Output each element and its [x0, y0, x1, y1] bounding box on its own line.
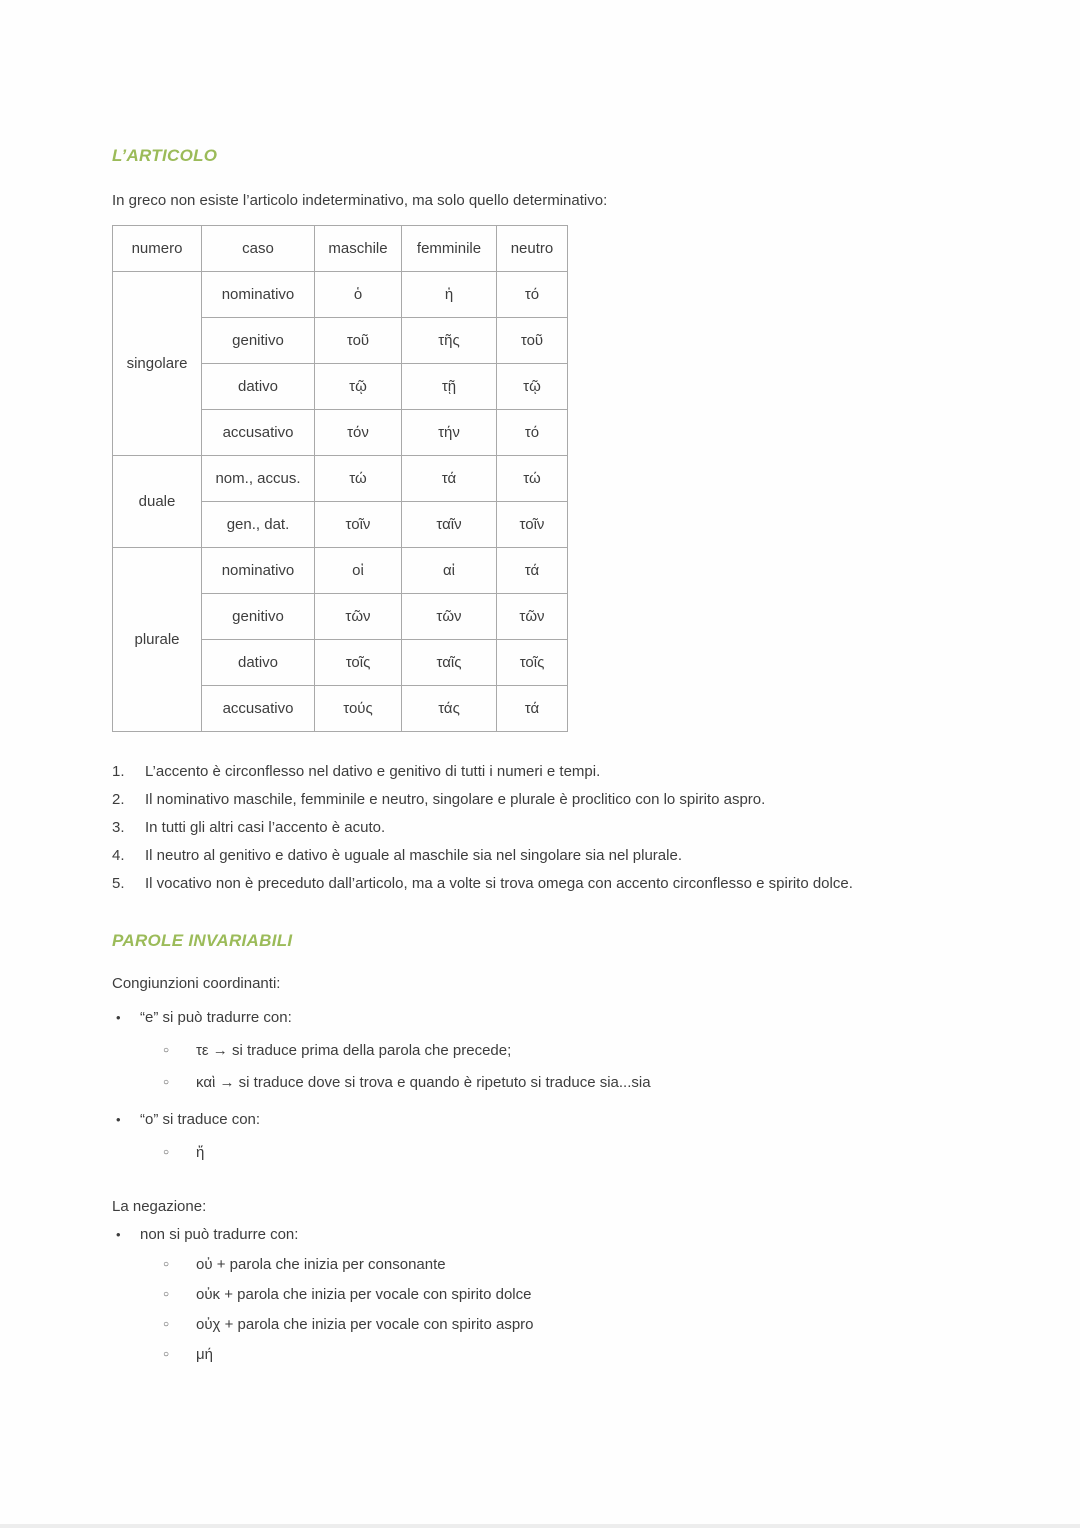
sub-bullet-text: οὐκ + parola che inizia per vocale con spirito dolce: [196, 1286, 532, 1303]
intro-paragraph: In greco non esiste l’articolo indeterminativo, ma solo quello determinativo:: [112, 192, 608, 209]
sub-bullet-text: καὶ → si traduce dove si trova e quando è ripetuto si traduce sia...sia: [196, 1074, 651, 1091]
neutro-cell: τό: [497, 272, 568, 318]
maschile-cell: ὁ: [315, 272, 402, 318]
note-text: Il neutro al genitivo e dativo è uguale al maschile sia nel singolare sia nel plurale.: [145, 847, 682, 864]
circle-bullet-icon: ○: [163, 1289, 170, 1300]
numero-cell-duale: duale: [113, 456, 202, 548]
note-text: In tutti gli altri casi l’accento è acuto.: [145, 819, 386, 836]
note-number: 4.: [112, 847, 125, 864]
note-number: 1.: [112, 763, 125, 780]
femminile-cell: ταῖς: [402, 640, 497, 686]
numero-cell-plurale: plurale: [113, 548, 202, 732]
list-item: [112, 818, 992, 838]
circle-bullet-icon: ○: [163, 1319, 170, 1330]
neutro-cell: τώ: [497, 456, 568, 502]
femminile-cell: ταῖν: [402, 502, 497, 548]
femminile-cell: τῆς: [402, 318, 497, 364]
neutro-cell: τά: [497, 548, 568, 594]
maschile-cell: οἱ: [315, 548, 402, 594]
page-bottom-edge: [0, 1524, 1080, 1528]
list-item: [112, 762, 992, 782]
list-item: [112, 1345, 990, 1367]
notes-list: [112, 762, 992, 894]
list-item: [112, 874, 992, 894]
sub-bullet-text: μή: [196, 1346, 213, 1363]
note-number: 5.: [112, 875, 125, 892]
table-header-caso: caso: [202, 226, 315, 272]
caso-cell: dativo: [202, 640, 315, 686]
circle-bullet-icon: ○: [163, 1349, 170, 1360]
femminile-cell: τά: [402, 456, 497, 502]
note-text: L’accento è circonflesso nel dativo e genitivo di tutti i numeri e tempi.: [145, 763, 601, 780]
list-item: [112, 1225, 990, 1245]
caso-cell: accusativo: [202, 410, 315, 456]
list-item: [112, 790, 992, 810]
caso-cell: dativo: [202, 364, 315, 410]
table-header-maschile: maschile: [315, 226, 402, 272]
table-row: [113, 272, 568, 318]
list-item: [112, 846, 992, 866]
neutro-cell: τῷ: [497, 364, 568, 410]
caso-cell: gen., dat.: [202, 502, 315, 548]
bullet-icon: •: [116, 1227, 121, 1242]
maschile-cell: τώ: [315, 456, 402, 502]
section-heading-articolo: L’ARTICOLO: [112, 146, 218, 165]
caso-cell: nominativo: [202, 272, 315, 318]
list-item: [112, 1008, 990, 1028]
list-item: [112, 1110, 990, 1130]
list-item: [112, 1255, 990, 1277]
bullet-text: “o” si traduce con:: [140, 1111, 261, 1128]
table-row: [113, 548, 568, 594]
numero-cell-singolare: singolare: [113, 272, 202, 456]
caso-cell: nom., accus.: [202, 456, 315, 502]
note-number: 3.: [112, 819, 125, 836]
table-row: [113, 456, 568, 502]
femminile-cell: τήν: [402, 410, 497, 456]
caso-cell: accusativo: [202, 686, 315, 732]
maschile-cell: τοῦ: [315, 318, 402, 364]
circle-bullet-icon: ○: [163, 1259, 170, 1270]
caso-cell: genitivo: [202, 594, 315, 640]
bullet-text: “e” si può tradurre con:: [140, 1009, 292, 1026]
list-item: [112, 1315, 990, 1337]
table-header-neutro: neutro: [497, 226, 568, 272]
sub-bullet-text: ἤ: [196, 1144, 205, 1161]
bullet-text: non si può tradurre con:: [140, 1226, 299, 1243]
neutro-cell: τοῦ: [497, 318, 568, 364]
maschile-cell: τῶν: [315, 594, 402, 640]
list-item: [112, 1041, 990, 1063]
sub-bullet-text: τε → si traduce prima della parola che precede;: [196, 1042, 512, 1059]
list-item: [112, 1285, 990, 1307]
bullet-icon: •: [116, 1010, 121, 1025]
article-declension-table: [112, 225, 568, 732]
maschile-cell: τούς: [315, 686, 402, 732]
maschile-cell: τοῖς: [315, 640, 402, 686]
femminile-cell: τάς: [402, 686, 497, 732]
circle-bullet-icon: ○: [163, 1077, 170, 1088]
circle-bullet-icon: ○: [163, 1045, 170, 1056]
sub-bullet-text: οὐχ + parola che inizia per vocale con spirito aspro: [196, 1316, 534, 1333]
caso-cell: nominativo: [202, 548, 315, 594]
circle-bullet-icon: ○: [163, 1147, 170, 1158]
note-text: Il vocativo non è preceduto dall’articolo, ma a volte si trova omega con accento circonflesso e spirito dolce.: [145, 875, 853, 892]
neutro-cell: τό: [497, 410, 568, 456]
maschile-cell: τοῖν: [315, 502, 402, 548]
caso-cell: genitivo: [202, 318, 315, 364]
maschile-cell: τόν: [315, 410, 402, 456]
femminile-cell: ἡ: [402, 272, 497, 318]
bullet-icon: •: [116, 1112, 121, 1127]
sub-bullet-text: οὐ + parola che inizia per consonante: [196, 1256, 446, 1273]
femminile-cell: τῇ: [402, 364, 497, 410]
note-number: 2.: [112, 791, 125, 808]
note-text: Il nominativo maschile, femminile e neutro, singolare e plurale è proclitico con lo spirito aspro.: [145, 791, 766, 808]
femminile-cell: τῶν: [402, 594, 497, 640]
neutro-cell: τοῖν: [497, 502, 568, 548]
list-item: [112, 1143, 990, 1165]
femminile-cell: αἱ: [402, 548, 497, 594]
table-header-row: [113, 226, 568, 272]
maschile-cell: τῷ: [315, 364, 402, 410]
section-heading-parole-invariabili: PAROLE INVARIABILI: [112, 931, 293, 950]
table-header-numero: numero: [113, 226, 202, 272]
table-header-femminile: femminile: [402, 226, 497, 272]
list-item: [112, 1073, 990, 1095]
neutro-cell: τῶν: [497, 594, 568, 640]
neutro-cell: τά: [497, 686, 568, 732]
neutro-cell: τοῖς: [497, 640, 568, 686]
negation-label: La negazione:: [112, 1198, 207, 1215]
conjunctions-label: Congiunzioni coordinanti:: [112, 975, 281, 992]
